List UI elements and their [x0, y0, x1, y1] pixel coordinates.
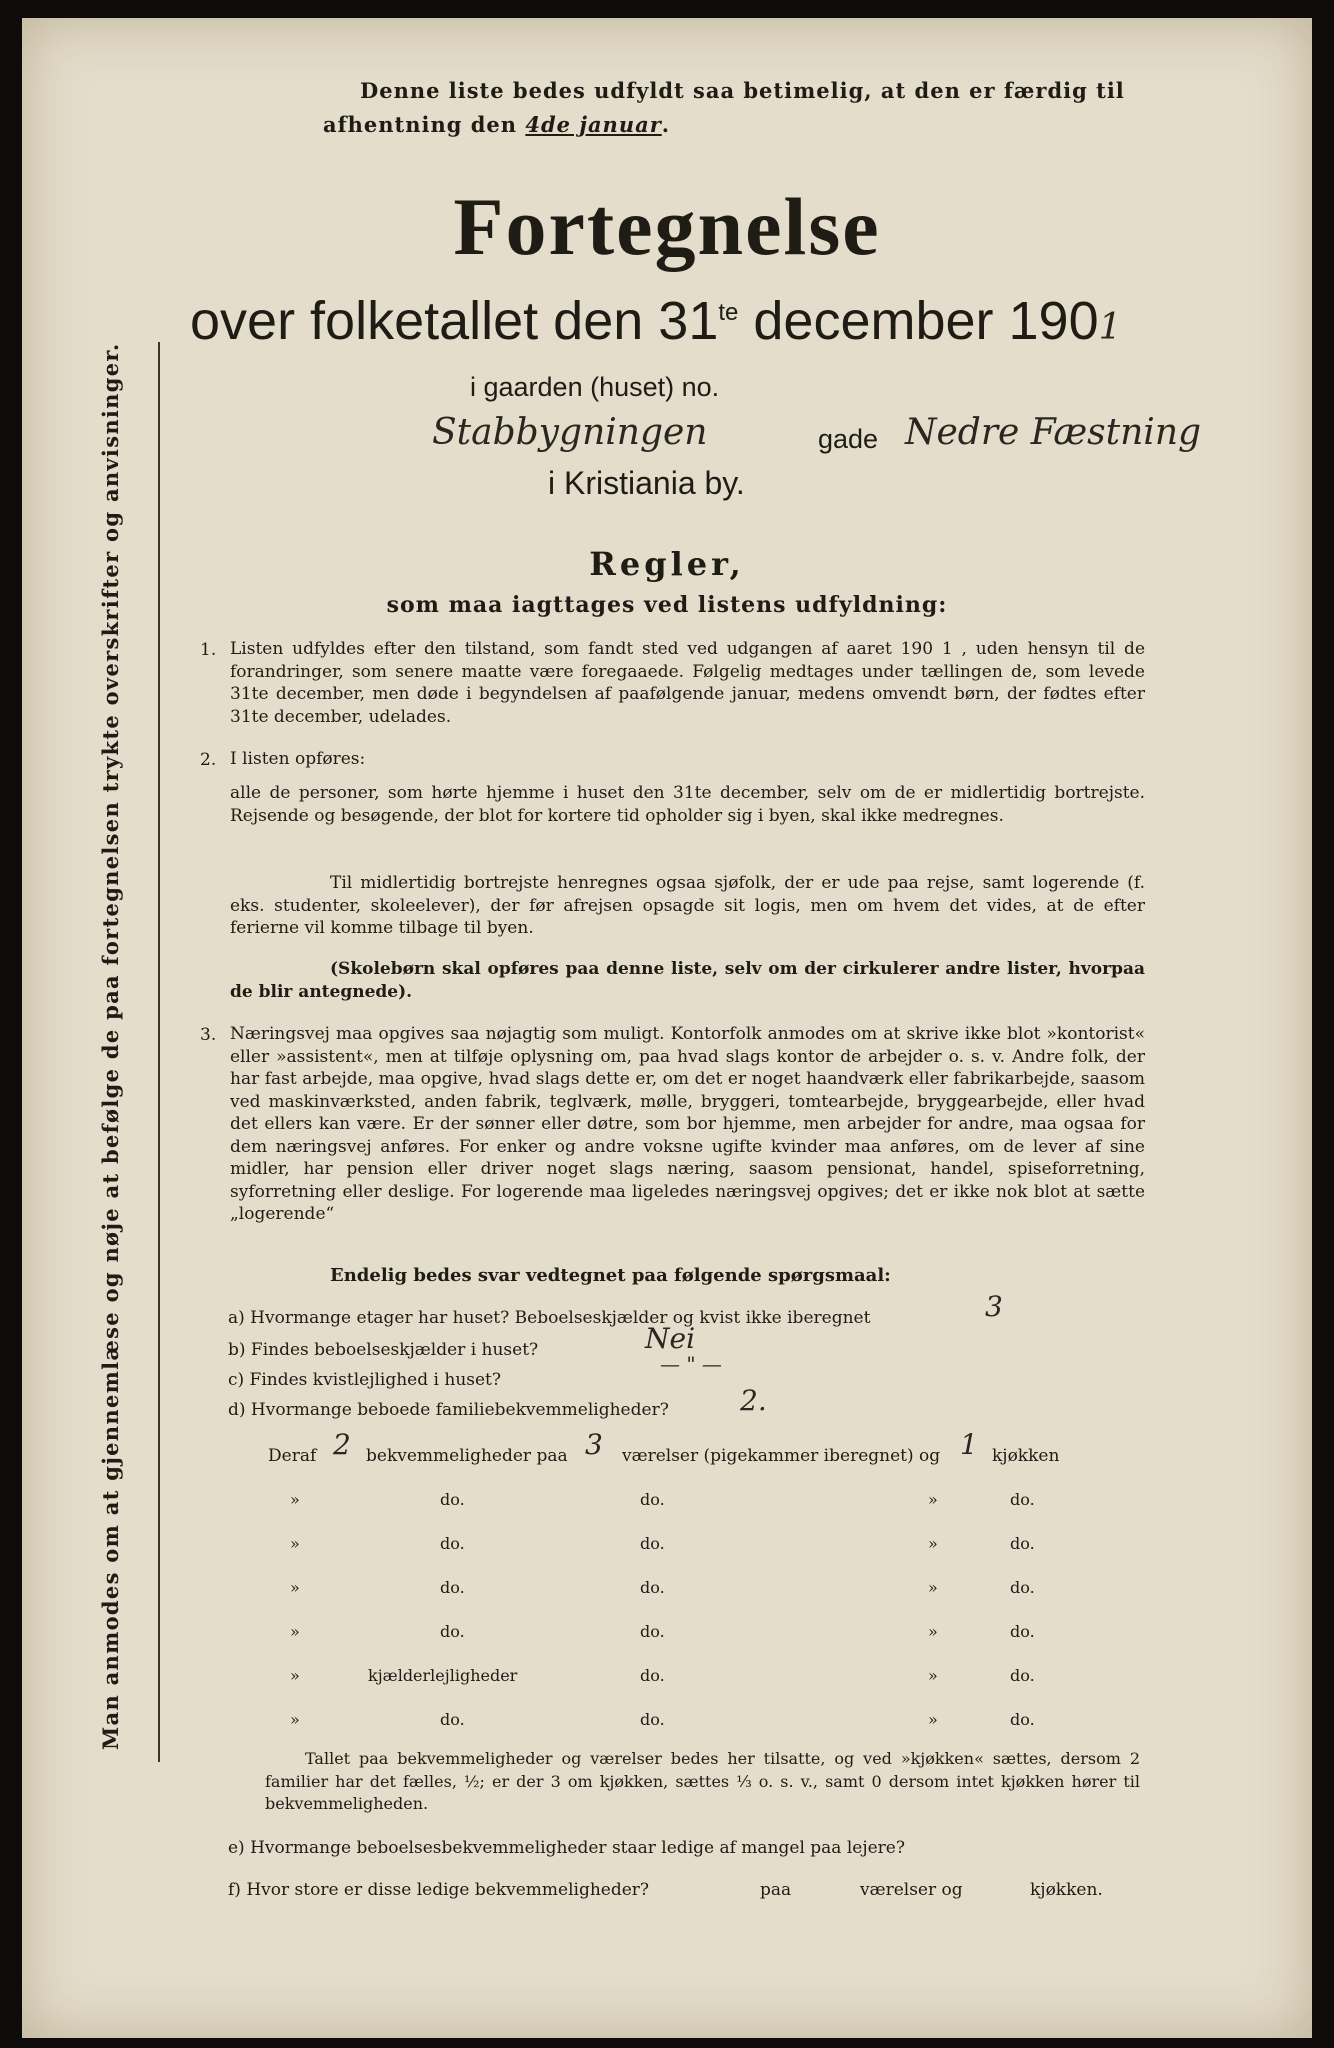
- do-cell: do.: [640, 1578, 665, 1597]
- ditto-mark: »: [290, 1622, 300, 1641]
- ditto-mark: »: [928, 1666, 938, 1685]
- ditto-mark: »: [290, 1666, 300, 1685]
- rule-1-number: 1.: [200, 640, 217, 660]
- ditto-mark: »: [290, 1534, 300, 1553]
- question-a: a) Hvormange etager har huset? Beboelseskjælder og kvist ikke iberegnet: [228, 1308, 871, 1328]
- do-cell: do.: [640, 1666, 665, 1685]
- do-cell: do.: [640, 1710, 665, 1729]
- rule-3-number: 3.: [200, 1025, 217, 1045]
- answer-b: Nei: [645, 1322, 696, 1355]
- page-title: Fortegnelse: [453, 181, 881, 272]
- ditto-mark: »: [290, 1490, 300, 1509]
- deraf-rooms: 3: [585, 1428, 603, 1461]
- year-handwritten: 1: [1098, 307, 1122, 348]
- tallet-note: Tallet paa bekvemmeligheder og værelser bedes her tilsatte, og ved »kjøkken« sættes, dersom 2 familier har det fælles, ½; er der 3 om kjøkken, sættes ⅓ o. s. v., samt 0 dersom intet kjøkken hører til bekvemmeligheden.: [265, 1749, 1140, 1813]
- rule-2-intro: I listen opføres:: [230, 749, 366, 769]
- question-d: d) Hvormange beboede familiebekvemmeligheder?: [228, 1400, 669, 1420]
- deraf-label: Deraf: [268, 1446, 317, 1466]
- rule-2-number: 2.: [200, 750, 217, 770]
- rule-1-text: Listen udfyldes efter den tilstand, som fandt sted ved udgangen af aaret 190 1 , uden hensyn til de forandringer, som senere maatte være foregaaede. Følgelig medtages under tællingen de, som levede 31te december, men døde i begyndelsen af paafølgende januar, medens omvendt børn, der fødtes efter 31te december, udelades.: [230, 639, 1145, 727]
- f-vaer: værelser og: [860, 1880, 963, 1900]
- answer-a: 3: [985, 1290, 1003, 1323]
- notice-line-2: afhentning den 4de januar.: [323, 112, 671, 137]
- city-line: i Kristiania by.: [548, 465, 745, 501]
- deraf-bekv: bekvemmeligheder paa: [366, 1446, 568, 1466]
- rule-3-text: Næringsvej maa opgives saa nøjagtig som muligt. Kontorfolk anmodes om at skrive ikke blot »kontorist« eller »assistent«, men at tilføje oplysning om, paa hvad slags kontor de arbejder o. s. v. Andre folk, der har fast arbejde, maa opgive, hvad slags dette er, om det er noget haandværk eller fabrikarbejde, saasom ved maskinværksted, anden fabrik, teglværk, mølle, bryggeri, tomtearbejde, bryggearbejde, eller hvad det ellers kan være. Er der sønner eller døtre, som bor hjemme, men arbejder for andre, maa ogsaa for dem næringsvej anføres. For enker og andre voksne ugifte kvinder maa anføres, om de lever af sine midler, har pension eller driver noget slags næring, saasom pensionat, handel, spiseforretning, syforretning eller deslige. For logerende maa ligeledes næringsvej opgives; det er ikke nok blot at sætte „logerende“: [230, 1024, 1145, 1224]
- rule-2-text-2: Til midlertidig bortrejste henregnes ogsaa sjøfolk, der er ude paa rejse, samt logerende (f. eks. studenter, skoleelever), der før afrejsen opsagde sit logis, men om hvem det vides, at de efter ferierne vil komme tilbage til byen.: [230, 873, 1145, 938]
- do-cell: do.: [440, 1710, 465, 1729]
- question-f: f) Hvor store er disse ledige bekvemmeligheder?: [228, 1880, 650, 1900]
- do-cell: do.: [640, 1490, 665, 1509]
- do-cell: do.: [640, 1534, 665, 1553]
- deraf-count: 2: [333, 1428, 351, 1461]
- ditto-mark: »: [290, 1578, 300, 1597]
- do-cell: do.: [440, 1490, 465, 1509]
- do-cell: do.: [1010, 1490, 1035, 1509]
- rule-2-text: alle de personer, som hørte hjemme i huset den 31te december, selv om de er midlertidig bortrejste. Rejsende og besøgende, der blot for kortere tid opholder sig i byen, skal ikke medregnes.: [230, 783, 1145, 826]
- page-subtitle: over folketallet den $31^{te}$ december 1901: [190, 291, 1122, 351]
- ditto-mark: »: [928, 1578, 938, 1597]
- rules-heading: Regler,: [589, 545, 745, 583]
- answer-c: — " —: [660, 1352, 722, 1376]
- rule-2-text-3: (Skolebørn skal opføres paa denne liste, selv om der cirkulerer andre lister, hvorpaa de blir antegnede).: [230, 959, 1145, 1002]
- ditto-mark: »: [928, 1490, 938, 1509]
- ditto-mark: »: [928, 1710, 938, 1729]
- deraf-kitchen: 1: [960, 1428, 978, 1461]
- do-cell: do.: [1010, 1622, 1035, 1641]
- deraf-vaer: værelser (pigekammer iberegnet) og: [622, 1446, 941, 1466]
- sidebar-instruction: Man anmodes om at gjennemlæse og nøje at befølge de paa fortegnelsen trykte overskrifter og anvisninger.: [98, 342, 123, 1750]
- gade-label: gade: [818, 424, 879, 454]
- do-cell: do.: [440, 1534, 465, 1553]
- f-paa: paa: [760, 1880, 792, 1900]
- deraf-kj: kjøkken: [992, 1446, 1060, 1466]
- do-cell: do.: [1010, 1710, 1035, 1729]
- notice-line-1: Denne liste bedes udfyldt saa betimelig, at den er færdig til: [360, 78, 1125, 103]
- do-cell: do.: [1010, 1534, 1035, 1553]
- do-cell: do.: [440, 1578, 465, 1597]
- answer-d: 2.: [740, 1384, 767, 1417]
- do-cell: do.: [1010, 1666, 1035, 1685]
- pickup-date: 4de januar: [525, 112, 662, 137]
- ditto-mark: »: [290, 1710, 300, 1729]
- do-cell: do.: [1010, 1578, 1035, 1597]
- name-handwritten: Nedre Fæstning: [905, 412, 1202, 453]
- rules-subheading: som maa iagttages ved listens udfyldning:: [386, 592, 948, 618]
- address-label: i gaarden (huset) no.: [470, 372, 720, 402]
- question-e: e) Hvormange beboelsesbekvemmeligheder staar ledige af mangel paa lejere?: [228, 1838, 905, 1858]
- kjaelder-cell: kjælderlejligheder: [368, 1666, 518, 1685]
- question-b: b) Findes beboelseskjælder i huset?: [228, 1340, 539, 1360]
- do-cell: do.: [440, 1622, 465, 1641]
- ditto-mark: »: [928, 1622, 938, 1641]
- questions-heading: Endelig bedes svar vedtegnet paa følgende spørgsmaal:: [330, 1265, 891, 1286]
- ditto-mark: »: [928, 1534, 938, 1553]
- street-handwritten: Stabbygningen: [432, 412, 708, 453]
- question-c: c) Findes kvistlejlighed i huset?: [228, 1370, 501, 1390]
- f-kj: kjøkken.: [1030, 1880, 1103, 1900]
- do-cell: do.: [640, 1622, 665, 1641]
